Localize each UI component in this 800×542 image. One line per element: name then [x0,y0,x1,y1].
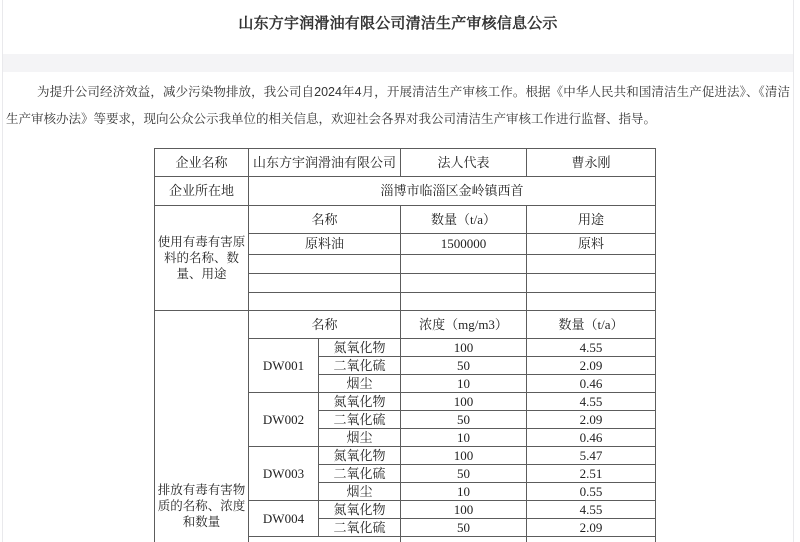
company-row [155,149,656,177]
cell-pollutant-concentration: 50 [401,519,527,537]
cell-location-label: 企业所在地 [155,177,249,206]
cell-pollutant-name: 烟尘 [319,375,401,393]
cell-pollutant-concentration: 10 [401,375,527,393]
cell-outlet-code: DW003 [249,447,319,501]
cell-empty [401,537,527,542]
cell-material-name [249,255,401,274]
cell-pollutant-quantity: 0.46 [527,375,656,393]
cell-material-quantity: 1500000 [401,234,527,255]
page-header [3,0,793,54]
cell-pollutant-name: 二氧化硫 [319,519,401,537]
raw-materials-col-header-name: 名称 [249,206,401,234]
location-row [155,177,656,206]
cell-pollutant-quantity: 5.47 [527,447,656,465]
cell-pollutant-name: 烟尘 [319,429,401,447]
cell-empty [527,537,656,542]
raw-materials-header-row [155,206,656,234]
cell-pollutant-quantity: 2.51 [527,465,656,483]
cell-emissions-section-label: 排放有毒有害物质的名称、浓度和数量 [155,311,249,542]
cell-material-usage: 原料 [527,234,656,255]
cell-material-quantity [401,274,527,293]
cell-location: 淄博市临淄区金岭镇西首 [249,177,656,206]
emissions-col-header-quantity: 数量（t/a） [527,311,656,339]
cell-material-usage [527,274,656,293]
cell-pollutant-quantity: 4.55 [527,393,656,411]
emissions-header-row [155,311,656,339]
cell-company-name-label: 企业名称 [155,149,249,177]
cell-pollutant-concentration: 100 [401,501,527,519]
cell-pollutant-concentration: 50 [401,357,527,375]
cell-material-quantity [401,255,527,274]
cell-material-usage [527,293,656,311]
table-body [155,149,656,542]
cell-pollutant-name: 二氧化硫 [319,411,401,429]
cell-material-quantity [401,293,527,311]
cell-pollutant-concentration: 100 [401,339,527,357]
cell-pollutant-name: 二氧化硫 [319,357,401,375]
cell-material-name [249,274,401,293]
page-container [2,0,794,542]
intro-paragraph: 为提升公司经济效益，减少污染物排放，我公司自2024年4月，开展清洁生产审核工作。根据《中华人民共和国清洁生产促进法》、《清洁生产审核办法》等要求，现向公众公示我单位的相关信息，欢迎社会各界对我公司清洁生产审核工作进行监督、指导。 [6,85,790,126]
cell-pollutant-name: 氮氧化物 [319,339,401,357]
cell-pollutant-concentration: 10 [401,483,527,501]
cell-legal-rep: 曹永刚 [527,149,656,177]
header-divider-band [3,54,793,72]
cell-outlet-code: DW002 [249,393,319,447]
cell-material-name [249,293,401,311]
cell-pollutant-concentration: 100 [401,447,527,465]
cell-pollutant-quantity: 2.09 [527,411,656,429]
cell-material-name: 原料油 [249,234,401,255]
cell-legal-rep-label: 法人代表 [401,149,527,177]
cell-pollutant-name: 氮氧化物 [319,393,401,411]
cell-pollutant-name: 二氧化硫 [319,465,401,483]
cell-pollutant-quantity: 2.09 [527,519,656,537]
cell-pollutant-quantity: 0.46 [527,429,656,447]
emissions-col-header-concentration: 浓度（mg/m3） [401,311,527,339]
cell-pollutant-quantity: 4.55 [527,501,656,519]
cell-pollutant-concentration: 10 [401,429,527,447]
cell-pollutant-quantity: 4.55 [527,339,656,357]
cell-material-usage [527,255,656,274]
cell-outlet-code: DW001 [249,339,319,393]
page-title: 山东方宇润滑油有限公司清洁生产审核信息公示 [238,15,558,32]
cell-pollutant-quantity: 0.55 [527,483,656,501]
cell-company-name: 山东方宇润滑油有限公司 [249,149,401,177]
cell-pollutant-quantity: 2.09 [527,357,656,375]
cell-empty [249,537,401,542]
cell-pollutant-name: 氮氧化物 [319,501,401,519]
cell-raw-materials-section-label: 使用有毒有害原料的名称、数量、用途 [155,206,249,311]
raw-materials-col-header-usage: 用途 [527,206,656,234]
raw-materials-col-header-quantity: 数量（t/a） [401,206,527,234]
cell-pollutant-concentration: 100 [401,393,527,411]
disclosure-table [154,148,656,542]
emissions-col-header-name: 名称 [249,311,401,339]
cell-pollutant-name: 烟尘 [319,483,401,501]
cell-pollutant-concentration: 50 [401,411,527,429]
cell-pollutant-concentration: 50 [401,465,527,483]
cell-outlet-code: DW004 [249,501,319,537]
cell-pollutant-name: 氮氧化物 [319,447,401,465]
